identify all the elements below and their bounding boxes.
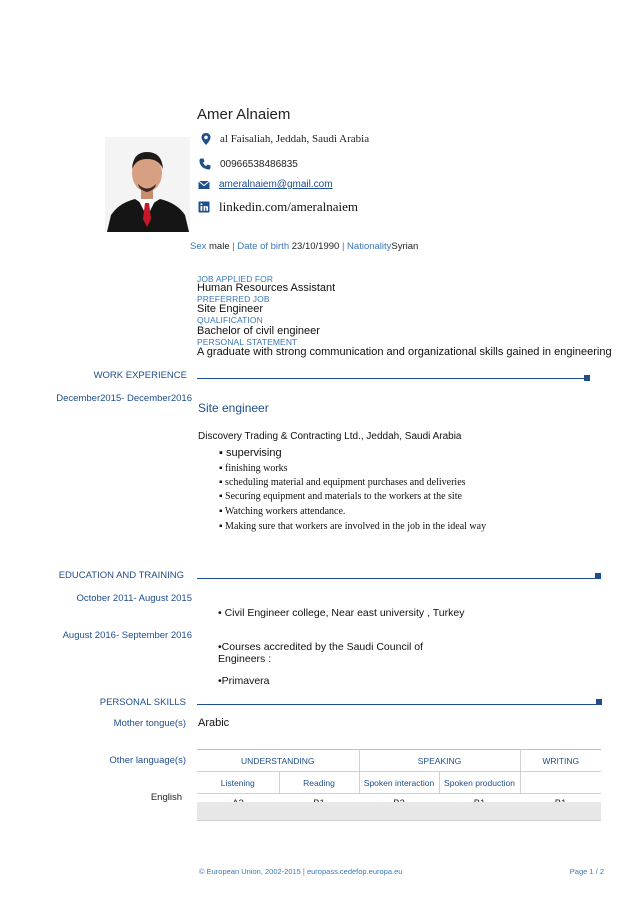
duty-item: ▪ finishing works: [219, 463, 288, 474]
duty-text: supervising: [225, 447, 282, 459]
speaking-header: SPEAKING: [359, 750, 520, 772]
linkedin-icon: [197, 200, 211, 217]
duty-item: ▪ Watching workers attendance.: [219, 506, 346, 517]
statement-label: PERSONAL STATEMENT: [197, 337, 298, 347]
footer-page-number: Page 1 / 2: [569, 867, 604, 876]
education-period-2: August 2016- September 2016: [62, 630, 192, 641]
reading-header: Reading: [279, 772, 359, 794]
writing-subheader-empty: [520, 772, 601, 794]
mother-tongue-value: Arabic: [198, 717, 230, 729]
work-section-title: WORK EXPERIENCE: [93, 370, 187, 381]
profile-photo: [105, 137, 190, 232]
preferred-job-value: Site Engineer: [197, 303, 264, 315]
section-marker: [595, 573, 601, 579]
linkedin-text[interactable]: linkedin.com/ameralnaiem: [219, 199, 358, 214]
other-language-label: Other language(s): [109, 755, 186, 766]
duty-text: finishing works: [225, 463, 288, 474]
duty-text: scheduling material and equipment purchases and deliveries: [225, 477, 466, 488]
understanding-header: UNDERSTANDING: [197, 750, 359, 772]
phone-icon: [198, 157, 212, 174]
work-period: December2015- December2016: [56, 393, 192, 404]
section-divider: [197, 578, 595, 579]
qualification-value: Bachelor of civil engineer: [197, 325, 320, 337]
section-divider: [197, 378, 589, 379]
work-employer: Discovery Trading & Contracting Ltd., Jeddah, Saudi Arabia: [198, 431, 462, 442]
duty-item: ▪ Making sure that workers are involved in the job in the ideal way: [219, 521, 487, 532]
footer-copyright[interactable]: © European Union, 2002-2015 | europass.cedefop.europa.eu: [199, 867, 403, 876]
education-section-title: EDUCATION AND TRAINING: [58, 570, 184, 581]
preferred-job-label: PREFERRED JOB: [197, 294, 270, 304]
job-applied-label: JOB APPLIED FOR: [197, 274, 274, 284]
education-item-2-line1: •Courses accredited by the Saudi Council of: [218, 641, 424, 653]
mother-tongue-label: Mother tongue(s): [113, 718, 186, 729]
dob-label: Date of birth: [237, 241, 290, 252]
duty-text: Making sure that workers are involved in the job in the ideal way: [225, 521, 487, 532]
education-period-1: October 2011- August 2015: [76, 593, 192, 604]
nationality-label: Nationality: [347, 241, 392, 252]
writing-header: WRITING: [520, 750, 601, 772]
qualification-label: QUALIFICATION: [197, 315, 263, 325]
job-applied-value: Human Resources Assistant: [197, 282, 336, 294]
duty-text: Securing equipment and materials to the workers at the site: [225, 491, 462, 502]
section-marker: [596, 699, 602, 705]
separator: |: [232, 241, 235, 252]
work-role: Site engineer: [198, 401, 269, 415]
education-item-3: •Primavera: [218, 675, 270, 687]
language-name: English: [150, 792, 182, 803]
duty-item: ▪ supervising: [219, 447, 282, 459]
dob-value: 23/10/1990: [291, 241, 340, 252]
email-link[interactable]: ameralnaiem@gmail.com: [219, 179, 333, 190]
address-text: al Faisaliah, Jeddah, Saudi Arabia: [220, 133, 370, 145]
sex-value: male: [209, 241, 230, 252]
cv-name: Amer Alnaiem: [197, 106, 291, 123]
language-table-subheader: [197, 772, 601, 794]
statement-value: A graduate with strong communication and organizational skills gained in engineering: [197, 346, 612, 358]
education-item-1: • Civil Engineer college, Near east university , Turkey: [218, 607, 465, 619]
spoken-production-header: Spoken production: [439, 772, 520, 794]
duty-item: ▪ Securing equipment and materials to the workers at the site: [219, 491, 462, 502]
skills-section-title: PERSONAL SKILLS: [99, 697, 186, 708]
sex-label: Sex: [190, 241, 207, 252]
education-item-2-line2: Engineers :: [218, 653, 272, 665]
section-marker: [584, 375, 590, 381]
nationality-value: Syrian: [391, 241, 419, 252]
section-divider: [197, 704, 597, 705]
email-icon: [197, 178, 211, 195]
phone-text: 00966538486835: [220, 159, 298, 170]
personal-info-line: [190, 241, 418, 252]
separator: |: [341, 241, 345, 252]
duty-text: Watching workers attendance.: [224, 506, 346, 517]
table-bottom-border: [197, 820, 601, 821]
education-item-2: [218, 641, 423, 665]
duty-item: ▪ scheduling material and equipment purchases and deliveries: [219, 477, 466, 488]
listening-header: Listening: [197, 772, 279, 794]
profile-photo-image: [105, 137, 190, 232]
language-table-header: [197, 750, 601, 772]
location-icon: [199, 132, 213, 149]
language-table-footer-band: [197, 802, 601, 820]
spoken-interaction-header: Spoken interaction: [359, 772, 439, 794]
